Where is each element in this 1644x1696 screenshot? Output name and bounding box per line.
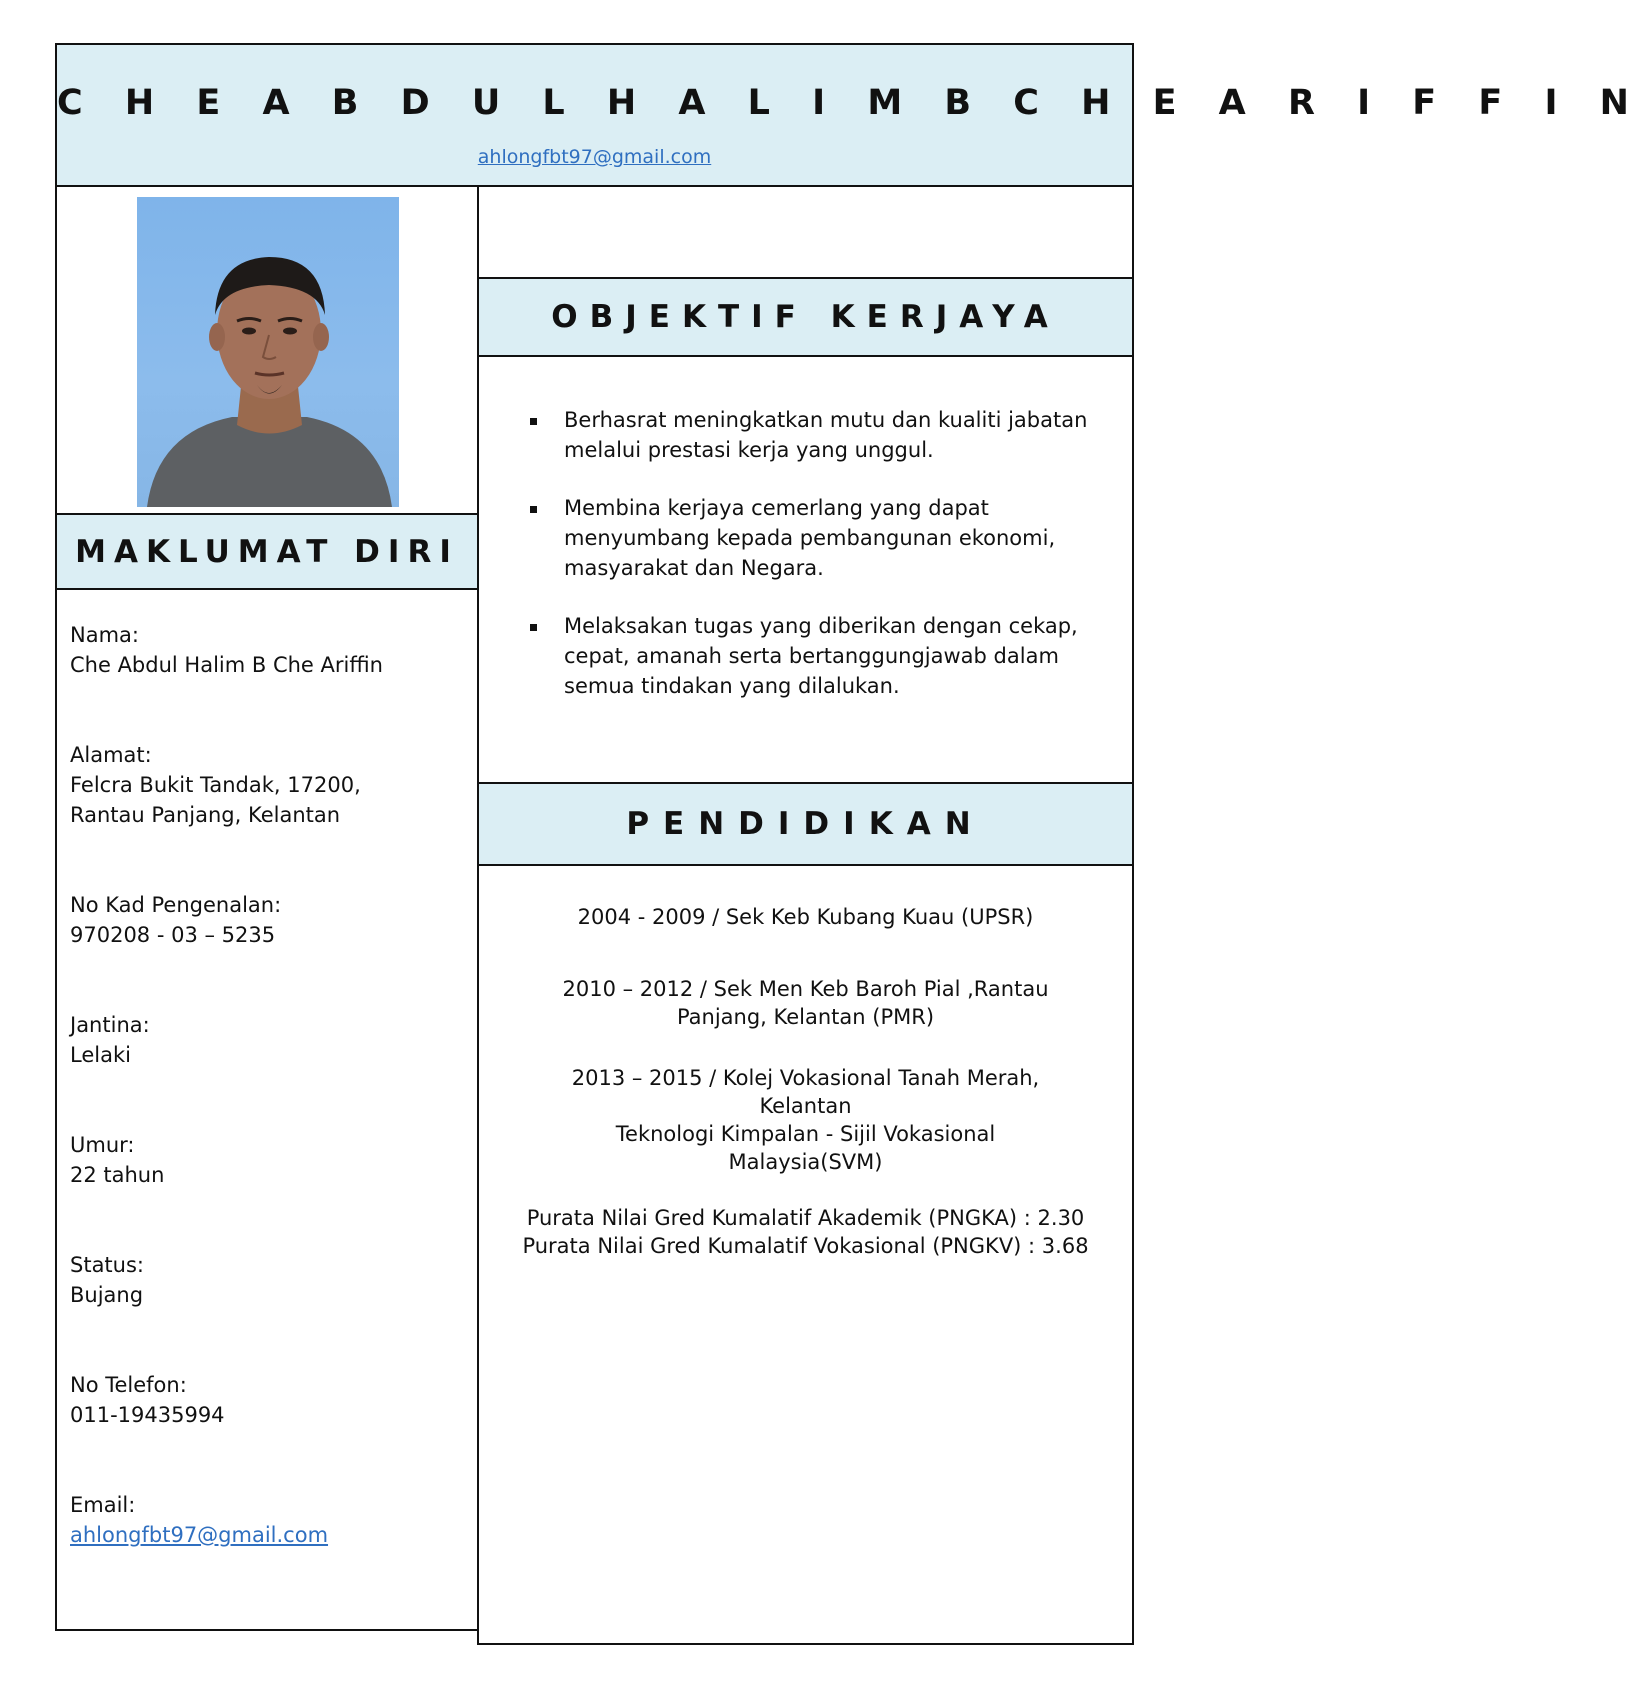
- field-no-kad-pengenalan: [70, 890, 281, 950]
- education-gpa: Purata Nilai Gred Kumalatif Akademik (PNGKA) : 2.30 Purata Nilai Gred Kumalatif Vokasional (PNGKV) : 3.68: [522, 1206, 1089, 1258]
- field-value: Che Abdul Halim B Che Ariffin: [70, 653, 383, 677]
- list-item: Berhasrat meningkatkan mutu dan kualiti jabatan melalui prestasi kerja yang unggul.: [530, 405, 1120, 465]
- list-item: Melaksakan tugas yang diberikan dengan cekap, cepat, amanah serta bertanggungjawab dalam semua tindakan yang dilalukan.: [530, 611, 1120, 701]
- header-email-link[interactable]: ahlongfbt97@gmail.com: [477, 146, 712, 168]
- field-label: Nama:: [70, 623, 139, 647]
- field-email: [70, 1490, 328, 1550]
- field-value: Lelaki: [70, 1043, 131, 1067]
- field-label: Alamat:: [70, 743, 152, 767]
- objektif-list: [530, 405, 1120, 729]
- field-label: Umur:: [70, 1133, 135, 1157]
- field-value: 011-19435994: [70, 1403, 225, 1427]
- field-label: No Telefon:: [70, 1373, 187, 1397]
- header-banner: [55, 43, 1644, 187]
- field-status: [70, 1250, 144, 1310]
- field-value-line2: Rantau Panjang, Kelantan: [70, 803, 341, 827]
- field-jantina: [70, 1010, 150, 1070]
- field-value: Felcra Bukit Tandak, 17200,: [70, 773, 361, 797]
- maklumat-diri-heading-band: [55, 513, 479, 590]
- field-label: No Kad Pengenalan:: [70, 893, 282, 917]
- field-umur: [70, 1130, 164, 1190]
- field-label: Email:: [70, 1493, 136, 1517]
- pendidikan-heading-band: [477, 782, 1134, 866]
- field-label: Status:: [70, 1253, 144, 1277]
- education-entry-upsr: 2004 - 2009 / Sek Keb Kubang Kuau (UPSR): [577, 905, 1034, 929]
- field-value: Bujang: [70, 1283, 144, 1307]
- objektif-kerjaya-title: OBJEKTIF KERJAYA: [551, 299, 1060, 335]
- field-alamat: [70, 740, 361, 830]
- education-entry-svm: 2013 – 2015 / Kolej Vokasional Tanah Merah, Kelantan Teknologi Kimpalan - Sijil Vokasional Malaysia(SVM): [571, 1066, 1040, 1174]
- field-value: 22 tahun: [70, 1163, 165, 1187]
- field-no-telefon: [70, 1370, 225, 1430]
- profile-photo: [137, 197, 399, 507]
- email-link[interactable]: ahlongfbt97@gmail.com: [70, 1523, 329, 1547]
- field-label: Jantina:: [70, 1013, 150, 1037]
- list-item: Membina kerjaya cemerlang yang dapat menyumbang kepada pembangunan ekonomi, masyarakat dan Negara.: [530, 493, 1120, 583]
- person-photo-icon: [137, 197, 399, 507]
- pendidikan-title: PENDIDIKAN: [626, 806, 985, 842]
- field-value: 970208 - 03 – 5235: [70, 923, 276, 947]
- education-entry-pmr: 2010 – 2012 / Sek Men Keb Baroh Pial ,Rantau Panjang, Kelantan (PMR): [562, 977, 1049, 1029]
- maklumat-diri-title: MAKLUMAT DIRI: [75, 533, 459, 570]
- applicant-name: C H E A B D U L H A L I M B C H E A R I F F I N: [57, 83, 1644, 123]
- field-nama: [70, 620, 383, 680]
- objektif-kerjaya-heading-band: [477, 277, 1134, 357]
